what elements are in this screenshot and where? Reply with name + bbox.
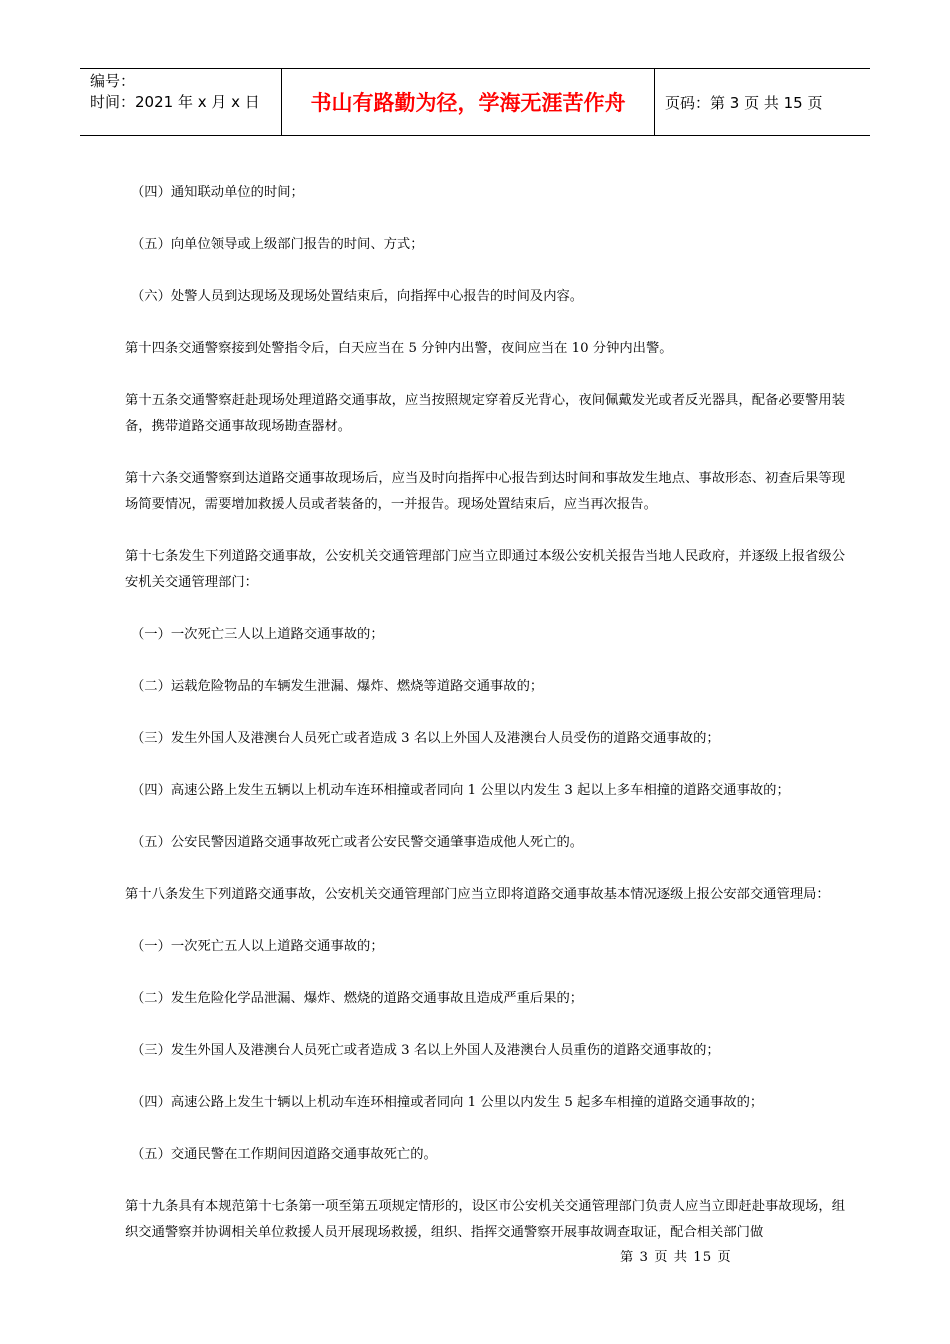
header-motto: 书山有路勤为径，学海无涯苦作舟 [282, 69, 655, 135]
paragraph: （四）高速公路上发生十辆以上机动车连环相撞或者同向 1 公里以内发生 5 起多车相撞的道路交通事故的； [131, 1095, 764, 1110]
header-meta [80, 69, 282, 135]
paragraph: （二）发生危险化学品泄漏、爆炸、燃烧的道路交通事故且造成严重后果的； [131, 991, 584, 1006]
document-body [125, 180, 845, 1272]
paragraph: （六）处警人员到达现场及现场处置结束后，向指挥中心报告的时间及内容。 [131, 289, 584, 304]
paragraph: （一）一次死亡五人以上道路交通事故的； [131, 939, 384, 954]
paragraph: 第十八条发生下列道路交通事故，公安机关交通管理部门应当立即将道路交通事故基本情况逐级上报公安部交通管理局： [125, 887, 830, 902]
paragraph: 第十九条具有本规范第十七条第一项至第五项规定情形的，设区市公安机关交通管理部门负责人应当立即赶赴事故现场，组织交通警察并协调相关单位救援人员开展现场救援，组织、指挥交通警察开展事故调查取证，配合相关部门做 [125, 1199, 845, 1240]
paragraph: 第十五条交通警察赶赴现场处理道路交通事故，应当按照规定穿着反光背心，夜间佩戴发光或者反光器具，配备必要警用装备，携带道路交通事故现场勘查器材。 [125, 393, 845, 434]
header-page-info: 页码：第 3 页 共 15 页 [665, 93, 823, 112]
paragraph: （四）通知联动单位的时间； [131, 185, 304, 200]
paragraph: （三）发生外国人及港澳台人员死亡或者造成 3 名以上外国人及港澳台人员受伤的道路交通事故的； [131, 731, 720, 746]
paragraph: （一）一次死亡三人以上道路交通事故的； [131, 627, 384, 642]
document-date-label: 时间：2021 年 x 月 x 日 [90, 93, 260, 111]
paragraph: （二）运载危险物品的车辆发生泄漏、爆炸、燃烧等道路交通事故的； [131, 679, 544, 694]
paragraph: （四）高速公路上发生五辆以上机动车连环相撞或者同向 1 公里以内发生 3 起以上多车相撞的道路交通事故的； [131, 783, 790, 798]
paragraph: （五）交通民警在工作期间因道路交通事故死亡的。 [131, 1147, 437, 1162]
paragraph: 第十七条发生下列道路交通事故，公安机关交通管理部门应当立即通过本级公安机关报告当地人民政府，并逐级上报省级公安机关交通管理部门： [125, 549, 845, 590]
paragraph: （五）向单位领导或上级部门报告的时间、方式； [131, 237, 424, 252]
paragraph: （三）发生外国人及港澳台人员死亡或者造成 3 名以上外国人及港澳台人员重伤的道路交通事故的； [131, 1043, 720, 1058]
paragraph: 第十四条交通警察接到处警指令后，白天应当在 5 分钟内出警，夜间应当在 10 分钟内出警。 [125, 341, 673, 356]
document-number-label: 编号： [90, 72, 136, 90]
page-header [80, 68, 870, 136]
page-footer: 第 3 页 共 15 页 [620, 1250, 732, 1265]
paragraph: （五）公安民警因道路交通事故死亡或者公安民警交通肇事造成他人死亡的。 [131, 835, 584, 850]
paragraph: 第十六条交通警察到达道路交通事故现场后，应当及时向指挥中心报告到达时间和事故发生地点、事故形态、初查后果等现场简要情况，需要增加救援人员或者装备的，一并报告。现场处置结束后，应当再次报告。 [125, 471, 845, 512]
